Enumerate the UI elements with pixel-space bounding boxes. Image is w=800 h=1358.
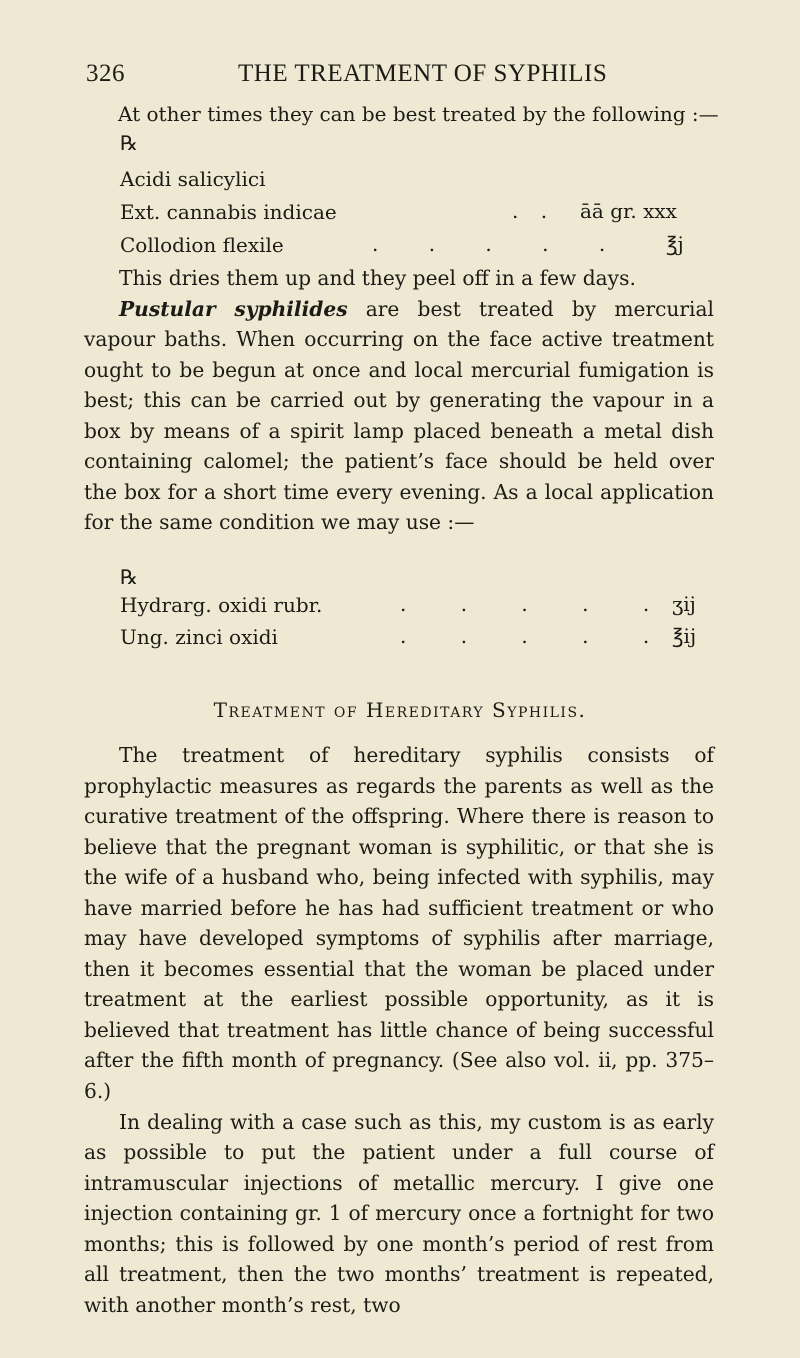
paragraph: In dealing with a case such as this, my custom is as early as possible to put the patient under a full course of intramuscular injections of metallic mercury. I give one injection containing gr. 1 of mercury once a fortnight for two months; this is followed by one month’s period of rest from all treatment, then the two months’ treatment is repeated, with another month’s rest, two	[84, 1109, 714, 1317]
rx-symbol: ℞	[120, 565, 138, 589]
rx-amount: āā gr. xxx	[580, 199, 677, 223]
rx-amount: ℥ij	[672, 624, 697, 648]
rx-symbol: ℞	[120, 131, 138, 155]
paragraph	[84, 294, 714, 538]
rx-leader: . . . . .	[372, 232, 628, 256]
rx-ingredient: Collodion flexile	[120, 233, 284, 257]
rx-amount: ʒij	[672, 592, 696, 616]
page-number: 326	[86, 60, 125, 87]
rx-leader: . .	[512, 199, 556, 223]
text-block-1	[84, 263, 714, 538]
rx-leader: . . . . .	[400, 624, 674, 648]
paragraph: This dries them up and they peel off in a few days.	[119, 266, 636, 290]
running-title: THE TREATMENT OF SYPHILIS	[238, 60, 608, 87]
paragraph: The treatment of hereditary syphilis consists of prophylactic measures as regards the parents as well as the curative treatment of the offspring. Where there is reason to believe that the pregnant woman is syphilitic, or that she is the wife of a husband who, being infected with syphilis, may have married before he has had sufficient treatment or who may have developed symptoms of syphilis after marriage, then it becomes essential that the woman be placed under treatment at the earliest possible opportunity, as it is believed that treatment has little chance of being successful after the fifth month of pregnancy. (See also vol. ii, pp. 375–6.)	[84, 743, 714, 1104]
rx-leader: . . . . .	[400, 592, 674, 616]
italic-term: Pustular syphilides	[119, 296, 348, 321]
rx-ingredient: Hydrarg. oxidi rubr.	[120, 593, 323, 617]
rx-ingredient: Acidi salicylici	[120, 167, 266, 191]
section-heading: Treatment of Hereditary Syphilis.	[213, 698, 587, 722]
intro-line: At other times they can be best treated by the following :—	[118, 102, 719, 126]
text-block-2	[84, 740, 714, 1320]
rx-ingredient: Ext. cannabis indicae	[120, 200, 337, 224]
rx-ingredient: Ung. zinci oxidi	[120, 625, 278, 649]
paragraph-text: are best treated by mercurial vapour baths. When occurring on the face active treatment ought to be begun at once and local mercurial fumigation is best; this can be carried out by generating the vapour in a box by means of a spirit lamp placed beneath a metal dish containing calomel; the patient’s face should be held over the box for a short time every evening. As a local application for the same condition we may use :—	[84, 296, 715, 535]
rx-amount: ℥j	[666, 232, 684, 256]
